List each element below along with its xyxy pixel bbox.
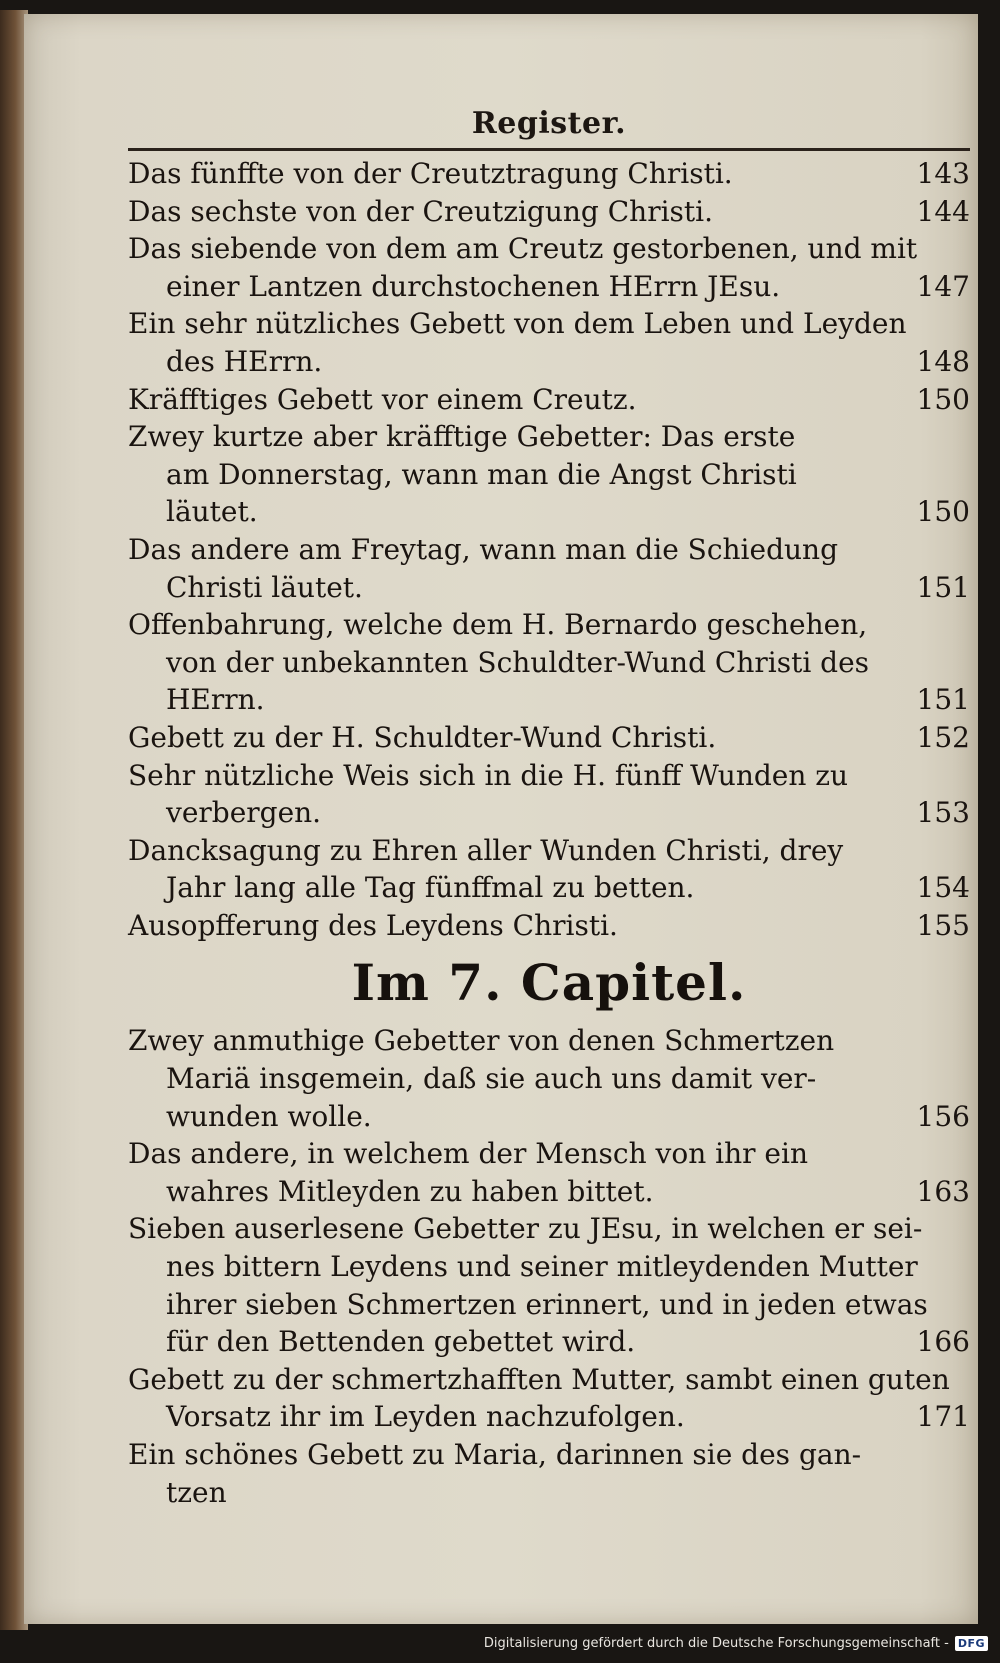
entry-text: für den Bettenden gebettet wird. xyxy=(166,1325,636,1359)
entry-line xyxy=(128,719,970,757)
entry-line xyxy=(128,907,970,945)
register-entry xyxy=(128,1361,970,1436)
entry-text: Das fünffte von der Creutztragung Christi. xyxy=(128,157,733,190)
entry-page-number: 155 xyxy=(916,908,970,942)
register-list-after xyxy=(128,1022,970,1511)
register-entry xyxy=(128,305,970,380)
entry-line xyxy=(128,1248,970,1286)
entry-line xyxy=(128,1474,970,1512)
dfg-logo: DFG xyxy=(955,1636,988,1651)
entry-page-number: 150 xyxy=(916,495,970,529)
entry-text: des HErrn. xyxy=(166,344,323,378)
entry-page-number: 152 xyxy=(916,720,970,754)
running-head: Register. xyxy=(471,106,627,141)
register-entry xyxy=(128,155,970,193)
entry-line xyxy=(128,1022,970,1060)
entry-text: HErrn. xyxy=(166,683,265,717)
entry-line xyxy=(128,644,970,682)
register-entry xyxy=(128,1436,970,1511)
register-entry xyxy=(128,832,970,907)
entry-text: Vorsatz ihr im Leyden nachzufolgen. xyxy=(166,1400,685,1434)
entry-line xyxy=(128,569,970,607)
entry-text: am Donnerstag, wann man die Angst Christi xyxy=(166,457,797,491)
entry-text: Ein sehr nützliches Gebett von dem Leben und Leyden xyxy=(128,307,907,341)
entry-page-number: 151 xyxy=(916,683,970,717)
entry-page-number: 166 xyxy=(916,1325,970,1359)
entry-line xyxy=(128,418,970,456)
entry-line xyxy=(128,381,970,419)
page-content xyxy=(128,102,970,1542)
entry-text: Sieben auserlesene Gebetter zu JEsu, in welchen er sei- xyxy=(128,1212,923,1246)
entry-text: tzen xyxy=(166,1475,227,1509)
register-entry xyxy=(128,1135,970,1210)
register-entry xyxy=(128,719,970,757)
entry-page-number: 171 xyxy=(916,1400,970,1434)
entry-line xyxy=(128,606,970,644)
book-page xyxy=(24,14,978,1624)
entry-text: Das sechste von der Creutzigung Christi. xyxy=(128,194,714,228)
entry-text: Christi läutet. xyxy=(166,570,363,604)
entry-page-number: 154 xyxy=(916,871,970,905)
entry-line xyxy=(128,305,970,343)
entry-line xyxy=(128,794,970,832)
register-entry xyxy=(128,418,970,531)
chapter-heading: Im 7. Capitel. xyxy=(351,953,747,1013)
register-entry xyxy=(128,757,970,832)
register-entry xyxy=(128,907,970,945)
entry-text: Das andere, in welchem der Mensch von ihr ein xyxy=(128,1137,808,1171)
entry-line xyxy=(128,757,970,795)
entry-page-number: 147 xyxy=(916,269,970,303)
entry-page-number: 163 xyxy=(916,1174,970,1208)
entry-text: Sehr nützliche Weis sich in die H. fünff Wunden zu xyxy=(128,758,849,792)
register-list-before xyxy=(128,155,970,944)
entry-line xyxy=(128,343,970,381)
entry-text: Zwey kurtze aber kräfftige Gebetter: Das erste xyxy=(128,420,796,454)
entry-line xyxy=(128,268,970,306)
register-entry xyxy=(128,230,970,305)
entry-text: wunden wolle. xyxy=(166,1099,372,1133)
entry-line xyxy=(128,1098,970,1136)
digitization-footer xyxy=(484,1633,988,1653)
entry-line xyxy=(128,1323,970,1361)
entry-page-number: 156 xyxy=(916,1099,970,1133)
entry-page-number: 148 xyxy=(916,344,970,378)
entry-line xyxy=(128,1135,970,1173)
entry-line xyxy=(128,1361,970,1399)
register-entry xyxy=(128,1022,970,1135)
entry-text: von der unbekannten Schuldter-Wund Christi des xyxy=(166,645,870,679)
entry-page-number: 143 xyxy=(916,157,970,190)
entry-text: Das siebende von dem am Creutz gestorbenen, und mit xyxy=(128,232,918,266)
entry-text: Jahr lang alle Tag fünffmal zu betten. xyxy=(166,871,695,905)
entry-text: Offenbahrung, welche dem H. Bernardo geschehen, xyxy=(128,608,868,642)
entry-line xyxy=(128,681,970,719)
entry-line xyxy=(128,832,970,870)
entry-text: Zwey anmuthige Gebetter von denen Schmertzen xyxy=(128,1024,835,1058)
entry-text: ihrer sieben Schmertzen erinnert, und in jeden etwas xyxy=(166,1287,928,1321)
register-entry xyxy=(128,606,970,719)
entry-text: läutet. xyxy=(166,495,258,529)
entry-line xyxy=(128,531,970,569)
footer-credit-text: Digitalisierung gefördert durch die Deutsche Forschungsgemeinschaft - xyxy=(483,1635,949,1651)
entry-line xyxy=(128,1398,970,1436)
entry-line xyxy=(128,1286,970,1324)
entry-line xyxy=(128,155,970,193)
entry-text: Gebett zu der schmertzhafften Mutter, sambt einen guten xyxy=(128,1362,950,1396)
register-entry xyxy=(128,381,970,419)
register-entry xyxy=(128,193,970,231)
entry-text: Ausopfferung des Leydens Christi. xyxy=(128,908,618,942)
entry-text: wahres Mitleyden zu haben bittet. xyxy=(166,1174,654,1208)
entry-text: verbergen. xyxy=(166,796,322,830)
entry-text: Ein schönes Gebett zu Maria, darinnen sie des gan- xyxy=(128,1438,862,1471)
header-rule xyxy=(128,148,970,151)
entry-line xyxy=(128,456,970,494)
entry-line xyxy=(128,193,970,231)
entry-text: Mariä insgemein, daß sie auch uns damit ver- xyxy=(166,1062,817,1096)
entry-line xyxy=(128,1060,970,1098)
entry-line xyxy=(128,1173,970,1211)
entry-text: einer Lantzen durchstochenen HErrn JEsu. xyxy=(166,269,781,303)
entry-page-number: 151 xyxy=(916,570,970,604)
entry-text: Dancksagung zu Ehren aller Wunden Christi, drey xyxy=(128,833,844,867)
entry-text: Kräfftiges Gebett vor einem Creutz. xyxy=(128,382,637,416)
entry-text: Gebett zu der H. Schuldter-Wund Christi. xyxy=(128,720,717,754)
register-entry xyxy=(128,1210,970,1360)
entry-text: Das andere am Freytag, wann man die Schiedung xyxy=(128,532,838,566)
entry-page-number: 144 xyxy=(916,194,970,228)
entry-line xyxy=(128,1210,970,1248)
entry-text: nes bittern Leydens und seiner mitleydenden Mutter xyxy=(166,1250,918,1284)
entry-line xyxy=(128,869,970,907)
entry-line xyxy=(128,1436,970,1474)
entry-line xyxy=(128,493,970,531)
register-entry xyxy=(128,531,970,606)
entry-page-number: 153 xyxy=(916,796,970,830)
entry-page-number: 150 xyxy=(916,382,970,416)
entry-line xyxy=(128,230,970,268)
